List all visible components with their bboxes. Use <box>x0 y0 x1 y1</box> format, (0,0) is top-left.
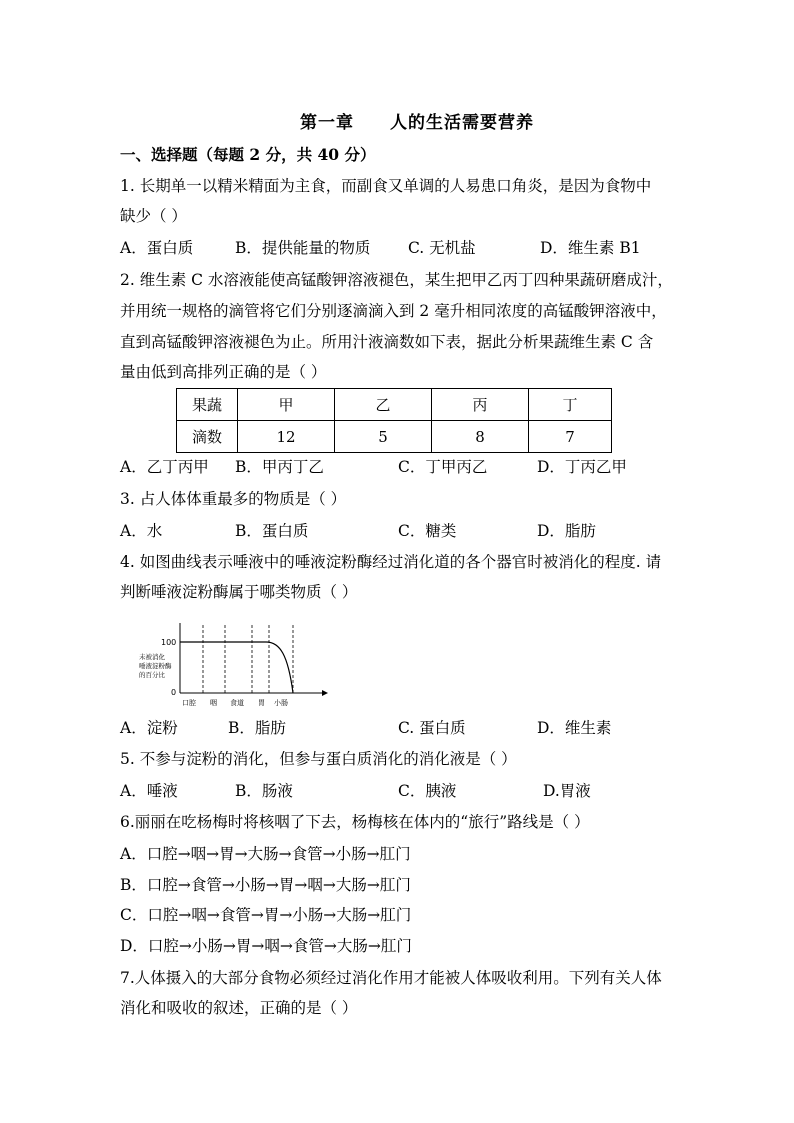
question-3-line-1: 3. 占人体体重最多的物质是（ ） <box>120 490 347 508</box>
question-7-line-1: 7.人体摄入的大部分食物必须经过消化作用才能被人体吸收利用。下列有关人体 <box>120 969 662 987</box>
q2-option-d[interactable]: D．丁丙乙甲 <box>537 458 627 476</box>
table-cell: 滴数 <box>177 421 238 453</box>
table-row <box>177 389 612 421</box>
question-1-line-1: 1. 长期单一以精米精面为主食，而副食又单调的人易患口角炎，是因为食物中 <box>120 177 652 195</box>
question-2-line-3: 直到高锰酸钾溶液褪色为止。所用汁液滴数如下表，据此分析果蔬维生素 C 含 <box>120 333 654 351</box>
question-1-line-2: 缺少（ ） <box>120 207 187 225</box>
x-label: 胃 <box>258 699 265 707</box>
fruit-drops-table <box>176 388 612 453</box>
enzyme-curve <box>180 642 293 693</box>
q1-option-a[interactable]: A．蛋白质 <box>120 239 194 257</box>
page-title: 第一章 人的生活需要营养 <box>300 113 534 133</box>
question-2-line-1: 2. 维生素 C 水溶液能使高锰酸钾溶液褪色，某生把甲乙丙丁四种果蔬研磨成汁， <box>120 271 673 289</box>
table-header-cell: 甲 <box>238 389 335 421</box>
table-cell: 12 <box>238 421 335 453</box>
x-label: 咽 <box>210 699 217 707</box>
q2-option-b[interactable]: B．甲丙丁乙 <box>235 458 324 476</box>
q1-option-b[interactable]: B．提供能量的物质 <box>235 239 371 257</box>
x-axis-arrow <box>322 690 328 696</box>
table-cell: 8 <box>432 421 529 453</box>
q2-option-c[interactable]: C．丁甲丙乙 <box>398 458 488 476</box>
table-header-cell: 果蔬 <box>177 389 238 421</box>
table-cell: 7 <box>529 421 612 453</box>
q3-option-a[interactable]: A．水 <box>120 522 163 540</box>
q4-option-c[interactable]: C. 蛋白质 <box>398 719 466 737</box>
y-tick-0: 0 <box>171 688 177 697</box>
q1-option-d[interactable]: D．维生素 B1 <box>540 239 641 257</box>
q5-option-d[interactable]: D.胃液 <box>543 782 591 800</box>
q3-option-b[interactable]: B．蛋白质 <box>235 522 309 540</box>
question-4-line-2: 判断唾液淀粉酶属于哪类物质（ ） <box>120 583 358 601</box>
q5-option-b[interactable]: B．肠液 <box>235 782 293 800</box>
x-label: 食道 <box>230 699 244 707</box>
section-heading: 一、选择题（每题 2 分，共 40 分） <box>120 145 376 164</box>
question-4-line-1: 4. 如图曲线表示唾液中的唾液淀粉酶经过消化道的各个器官时被消化的程度. 请 <box>120 553 662 571</box>
q2-option-a[interactable]: A．乙丁丙甲 <box>120 458 209 476</box>
question-7-line-2: 消化和吸收的叙述，正确的是（ ） <box>120 999 358 1017</box>
table-row <box>177 421 612 453</box>
q1-option-c[interactable]: C. 无机盐 <box>408 239 476 257</box>
question-2-line-2: 并用统一规格的滴管将它们分别逐滴滴入到 2 毫升相同浓度的高锰酸钾溶液中， <box>120 302 667 320</box>
q5-option-a[interactable]: A．唾液 <box>120 782 178 800</box>
y-label-line: 未被消化 <box>139 653 165 661</box>
table-cell: 5 <box>335 421 432 453</box>
q6-option-b[interactable]: B．口腔→食管→小肠→胃→咽→大肠→肛门 <box>120 876 411 894</box>
question-6-line-1: 6.丽丽在吃杨梅时将核咽了下去，杨梅核在体内的“旅行”路线是（ ） <box>120 813 590 831</box>
table-header-cell: 乙 <box>335 389 432 421</box>
q4-option-d[interactable]: D．维生素 <box>537 719 612 737</box>
q6-option-c[interactable]: C．口腔→咽→食管→胃→小肠→大肠→肛门 <box>120 906 412 924</box>
table-header-cell: 丙 <box>432 389 529 421</box>
q3-option-c[interactable]: C．糖类 <box>398 522 457 540</box>
q6-option-a[interactable]: A．口腔→咽→胃→大肠→食管→小肠→肛门 <box>120 845 411 863</box>
question-5-line-1: 5. 不参与淀粉的消化，但参与蛋白质消化的消化液是（ ） <box>120 750 517 768</box>
question-2-line-4: 量由低到高排列正确的是（ ） <box>120 363 327 381</box>
y-label-line: 的百分比 <box>139 671 165 679</box>
q4-option-b[interactable]: B．脂肪 <box>228 719 286 737</box>
q6-option-d[interactable]: D．口腔→小肠→胃→咽→食管→大肠→肛门 <box>120 937 412 955</box>
table-header-cell: 丁 <box>529 389 612 421</box>
x-label: 小肠 <box>274 699 288 707</box>
y-label-line: 唾液淀粉酶 <box>139 662 172 670</box>
digestion-curve-chart <box>138 615 328 710</box>
q5-option-c[interactable]: C．胰液 <box>398 782 457 800</box>
q3-option-d[interactable]: D．脂肪 <box>537 522 596 540</box>
y-tick-100: 100 <box>161 638 177 647</box>
x-label: 口腔 <box>182 699 196 707</box>
q4-option-a[interactable]: A．淀粉 <box>120 719 178 737</box>
